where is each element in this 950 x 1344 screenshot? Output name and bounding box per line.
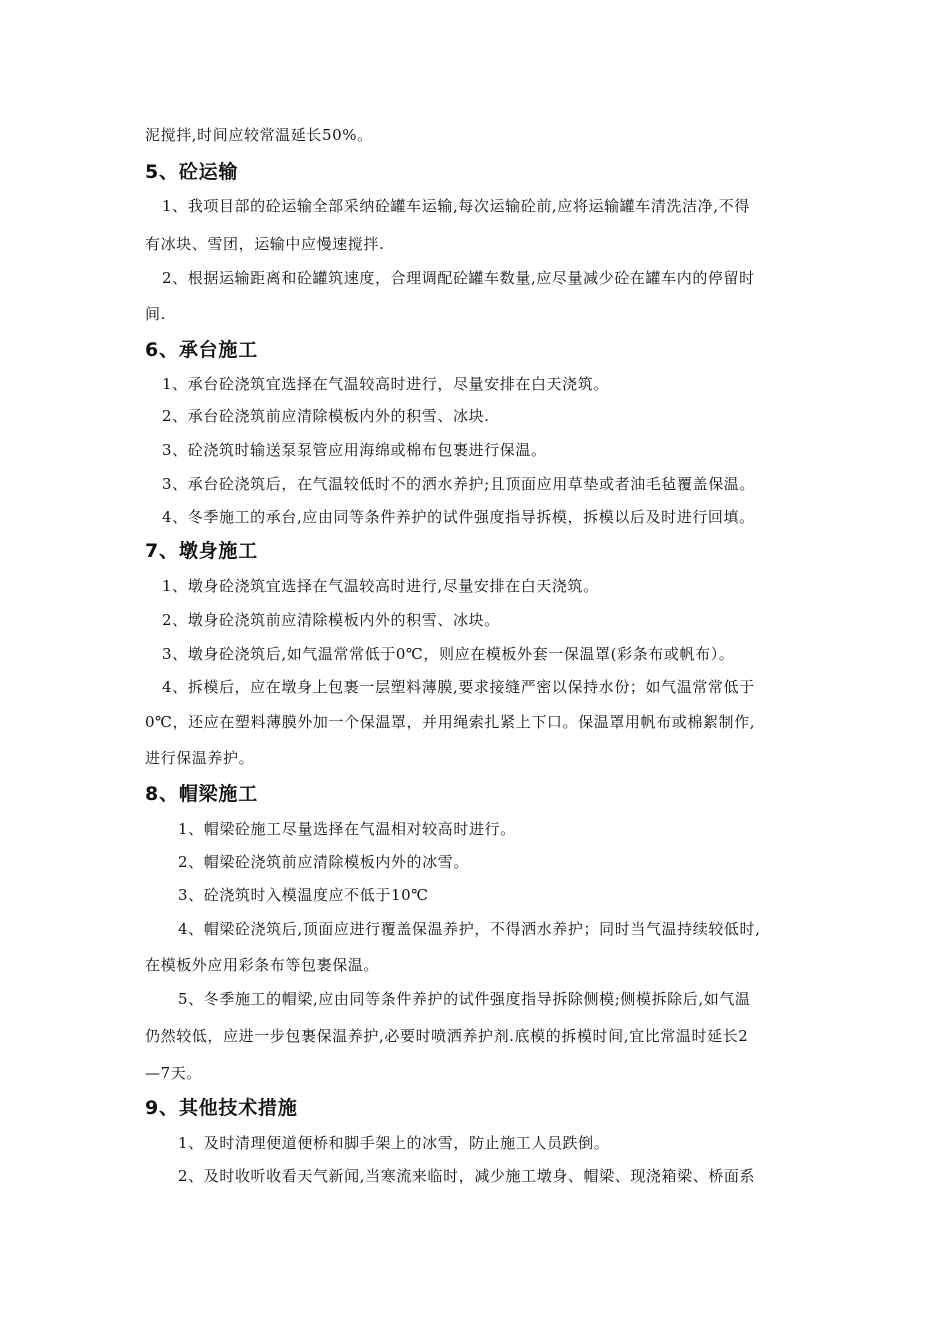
section-heading-6: 6、承台施工 bbox=[145, 339, 259, 361]
paragraph-line: 仍然较低，应进一步包裹保温养护,必要时喷洒养护剂.底模的拆模时间,宜比常温时延长2 bbox=[145, 1027, 749, 1045]
paragraph-line: 3、墩身砼浇筑后,如气温常常低于0℃，则应在模板外套一保温罩(彩条布或帆布）。 bbox=[162, 645, 735, 663]
paragraph-line: 2、根据运输距离和砼罐筑速度，合理调配砼罐车数量,应尽量减少砼在罐车内的停留时 bbox=[162, 269, 755, 287]
paragraph-line: —7天。 bbox=[145, 1064, 202, 1082]
section-heading-5: 5、砼运输 bbox=[145, 161, 239, 183]
paragraph-line: 4、冬季施工的承台,应由同等条件养护的试件强度指导拆模，拆模以后及时进行回填。 bbox=[162, 508, 755, 526]
paragraph-line: 4、帽梁砼浇筑后,顶面应进行覆盖保温养护，不得洒水养护；同时当气温持续较低时, bbox=[178, 920, 761, 938]
paragraph-line: 1、帽梁砼施工尽量选择在气温相对较高时进行。 bbox=[178, 820, 516, 838]
paragraph-line: 2、承台砼浇筑前应清除模板内外的积雪、冰块. bbox=[162, 407, 490, 425]
paragraph-line: 5、冬季施工的帽梁,应由同等条件养护的试件强度指导拆除侧模;侧模拆除后,如气温 bbox=[178, 990, 751, 1008]
paragraph-line: 1、墩身砼浇筑宜选择在气温较高时进行,尽量安排在白天浇筑。 bbox=[162, 577, 599, 595]
paragraph-line: 3、砼浇筑时输送泵泵管应用海绵或棉布包裹进行保温。 bbox=[162, 441, 547, 459]
paragraph-line: 2、帽梁砼浇筑前应清除模板内外的冰雪。 bbox=[178, 853, 469, 871]
paragraph-line: 泥搅拌,时间应较常温延长50%。 bbox=[145, 126, 373, 144]
paragraph-line: 进行保温养护。 bbox=[145, 749, 255, 767]
paragraph-line: 0℃，还应在塑料薄膜外加一个保温罩，并用绳索扎紧上下口。保温罩用帆布或棉絮制作, bbox=[145, 713, 756, 731]
section-heading-7: 7、墩身施工 bbox=[145, 540, 259, 562]
paragraph-line: 1、及时清理便道便桥和脚手架上的冰雪，防止施工人员跌倒。 bbox=[178, 1134, 610, 1152]
paragraph-line: 在模板外应用彩条布等包裹保温。 bbox=[145, 956, 380, 974]
paragraph-line: 3、承台砼浇筑后，在气温较低时不的洒水养护;且顶面应用草垫或者油毛毡覆盖保温。 bbox=[162, 475, 756, 493]
paragraph-line: 1、承台砼浇筑宜选择在气温较高时进行，尽量安排在白天浇筑。 bbox=[162, 375, 609, 393]
paragraph-line: 4、拆模后，应在墩身上包裹一层塑料薄膜,要求接缝严密以保持水份；如气温常常低于 bbox=[162, 678, 755, 696]
section-heading-8: 8、帽梁施工 bbox=[145, 783, 259, 805]
paragraph-line: 2、墩身砼浇筑前应清除模板内外的积雪、冰块。 bbox=[162, 611, 500, 629]
paragraph-line: 间. bbox=[145, 305, 166, 323]
paragraph-line: 3、砼浇筑时入模温度应不低于10℃ bbox=[178, 886, 429, 904]
paragraph-line: 2、及时收听收看天气新闻,当寒流来临时，减少施工墩身、帽梁、现浇箱梁、桥面系 bbox=[178, 1167, 756, 1185]
paragraph-line: 1、我项目部的砼运输全部采纳砼罐车运输,每次运输砼前,应将运输罐车清洗洁净,不得 bbox=[162, 197, 750, 215]
section-heading-9: 9、其他技术措施 bbox=[145, 1097, 298, 1119]
paragraph-line: 有冰块、雪团，运输中应慢速搅拌. bbox=[145, 235, 385, 253]
